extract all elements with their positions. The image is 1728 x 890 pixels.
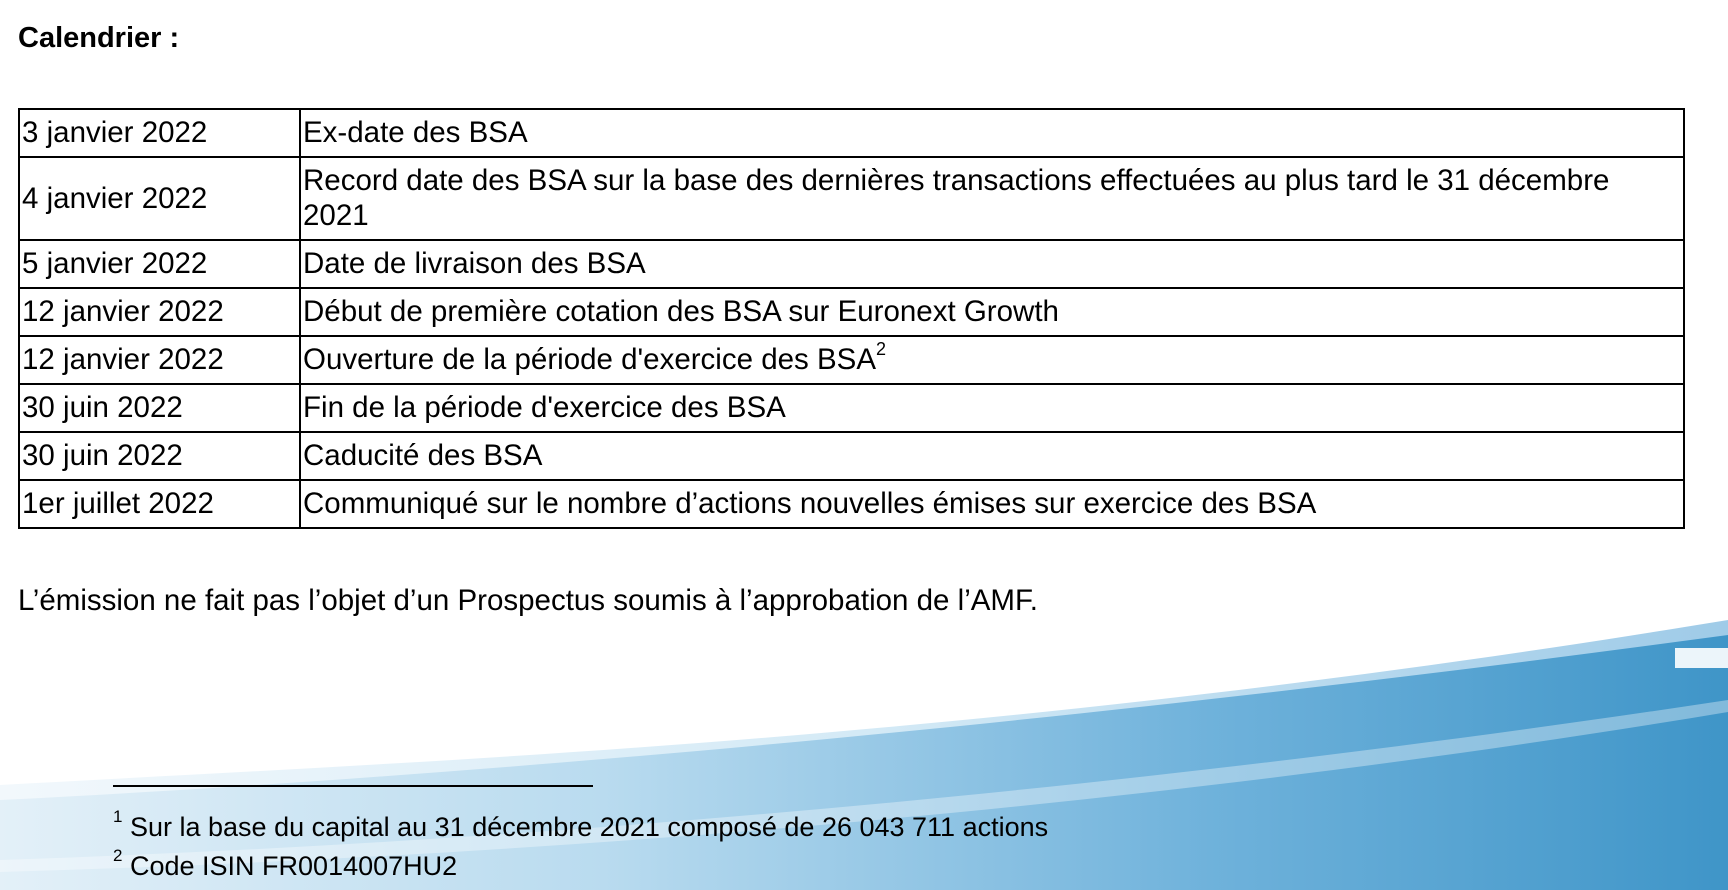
- date-cell: 1er juillet 2022: [19, 480, 300, 528]
- event-cell: Caducité des BSA: [300, 432, 1684, 480]
- table-row: [19, 288, 1684, 336]
- date-cell: 12 janvier 2022: [19, 288, 300, 336]
- date-cell: 30 juin 2022: [19, 384, 300, 432]
- event-cell: Communiqué sur le nombre d’actions nouvelles émises sur exercice des BSA: [300, 480, 1684, 528]
- event-cell: Fin de la période d'exercice des BSA: [300, 384, 1684, 432]
- event-text: Ouverture de la période d'exercice des BSA: [303, 343, 877, 376]
- date-cell: 4 janvier 2022: [19, 157, 300, 240]
- footnote-text: Code ISIN FR0014007HU2: [129, 851, 458, 881]
- footnote-ref: 2: [876, 339, 887, 360]
- event-cell: Ex-date des BSA: [300, 109, 1684, 157]
- event-cell: [300, 336, 1684, 384]
- table-row: [19, 480, 1684, 528]
- event-cell: Record date des BSA sur la base des dernières transactions effectuées au plus tard le 31 décembre 2021: [300, 157, 1684, 240]
- table-row: [19, 384, 1684, 432]
- table-row: [19, 157, 1684, 240]
- date-cell: 12 janvier 2022: [19, 336, 300, 384]
- date-cell: 5 janvier 2022: [19, 240, 300, 288]
- date-cell: 30 juin 2022: [19, 432, 300, 480]
- footnote-2: [113, 846, 458, 882]
- table-row: [19, 109, 1684, 157]
- section-heading: Calendrier :: [18, 22, 180, 54]
- event-cell: Début de première cotation des BSA sur Euronext Growth: [300, 288, 1684, 336]
- event-cell: Date de livraison des BSA: [300, 240, 1684, 288]
- footnote-separator: [113, 785, 593, 787]
- footnote-mark: 1: [113, 807, 123, 826]
- table-row: [19, 240, 1684, 288]
- footnote-mark: 2: [113, 846, 123, 865]
- prospectus-note: L’émission ne fait pas l’objet d’un Prospectus soumis à l’approbation de l’AMF.: [18, 584, 1038, 617]
- table-row: [19, 432, 1684, 480]
- date-cell: 3 janvier 2022: [19, 109, 300, 157]
- calendar-table: [18, 108, 1685, 529]
- table-row: [19, 336, 1684, 384]
- footnote-1: [113, 807, 1049, 843]
- footnote-text: Sur la base du capital au 31 décembre 2021 composé de 26 043 711 actions: [129, 812, 1049, 842]
